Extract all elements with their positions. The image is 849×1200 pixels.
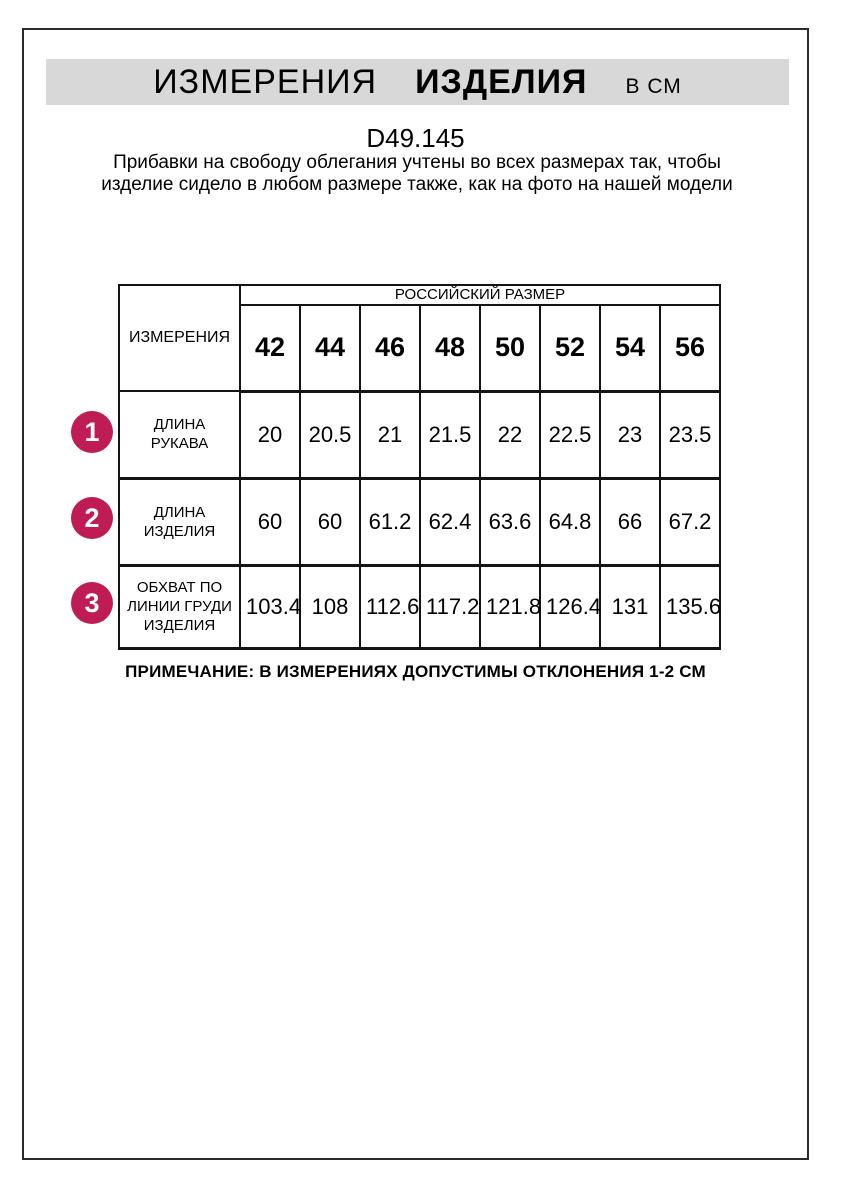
cell-value: 21.5 xyxy=(420,391,480,478)
cell-value: 121.8 xyxy=(480,565,540,648)
cell-value: 126.4 xyxy=(540,565,600,648)
model-code: D49.145 xyxy=(366,123,465,153)
size-table xyxy=(118,284,721,650)
table-row-item-length xyxy=(119,478,720,565)
title-unit: В СМ xyxy=(625,75,682,98)
footnote: ПРИМЕЧАНИЕ: В ИЗМЕРЕНИЯХ ДОПУСТИМЫ ОТКЛОНЕНИЯ 1-2 СМ xyxy=(125,662,706,681)
page-border-frame xyxy=(22,28,809,1160)
row-marker-2: 2 xyxy=(71,497,113,539)
title-main: ИЗМЕРЕНИЯ xyxy=(153,63,378,101)
group-header: РОССИЙСКИЙ РАЗМЕР xyxy=(240,285,720,305)
cell-value: 20 xyxy=(240,391,300,478)
fit-description: Прибавки на свободу облегания учтены во всех размерах так, чтобы изделие сидело в любом размере также, как на фото на нашей модели xyxy=(101,152,733,195)
row-marker-1: 1 xyxy=(71,411,113,453)
cell-value: 67.2 xyxy=(660,478,720,565)
group-header-row xyxy=(119,285,720,305)
size-header: 42 xyxy=(240,305,300,391)
size-header: 48 xyxy=(420,305,480,391)
row-label: ДЛИНА РУКАВА xyxy=(119,391,240,478)
cell-value: 23.5 xyxy=(660,391,720,478)
size-header: 44 xyxy=(300,305,360,391)
size-header: 50 xyxy=(480,305,540,391)
cell-value: 117.2 xyxy=(420,565,480,648)
table-row-chest-girth xyxy=(119,565,720,648)
cell-value: 22.5 xyxy=(540,391,600,478)
row-label: ДЛИНА ИЗДЕЛИЯ xyxy=(119,478,240,565)
cell-value: 21 xyxy=(360,391,420,478)
cell-value: 135.6 xyxy=(660,565,720,648)
cell-value: 112.6 xyxy=(360,565,420,648)
cell-value: 108 xyxy=(300,565,360,648)
title-secondary: ИЗДЕЛИЯ xyxy=(415,63,588,101)
table-row-sleeve-length xyxy=(119,391,720,478)
cell-value: 131 xyxy=(600,565,660,648)
corner-label: ИЗМЕРЕНИЯ xyxy=(119,285,240,391)
cell-value: 63.6 xyxy=(480,478,540,565)
cell-value: 103.4 xyxy=(240,565,300,648)
cell-value: 60 xyxy=(300,478,360,565)
row-marker-3: 3 xyxy=(71,582,113,624)
cell-value: 61.2 xyxy=(360,478,420,565)
size-header: 52 xyxy=(540,305,600,391)
cell-value: 20.5 xyxy=(300,391,360,478)
cell-value: 62.4 xyxy=(420,478,480,565)
row-label: ОБХВАТ ПО ЛИНИИ ГРУДИ ИЗДЕЛИЯ xyxy=(119,565,240,648)
cell-value: 23 xyxy=(600,391,660,478)
cell-value: 66 xyxy=(600,478,660,565)
title-bar xyxy=(46,59,789,105)
cell-value: 22 xyxy=(480,391,540,478)
cell-value: 60 xyxy=(240,478,300,565)
size-header: 46 xyxy=(360,305,420,391)
size-header: 56 xyxy=(660,305,720,391)
cell-value: 64.8 xyxy=(540,478,600,565)
size-header: 54 xyxy=(600,305,660,391)
